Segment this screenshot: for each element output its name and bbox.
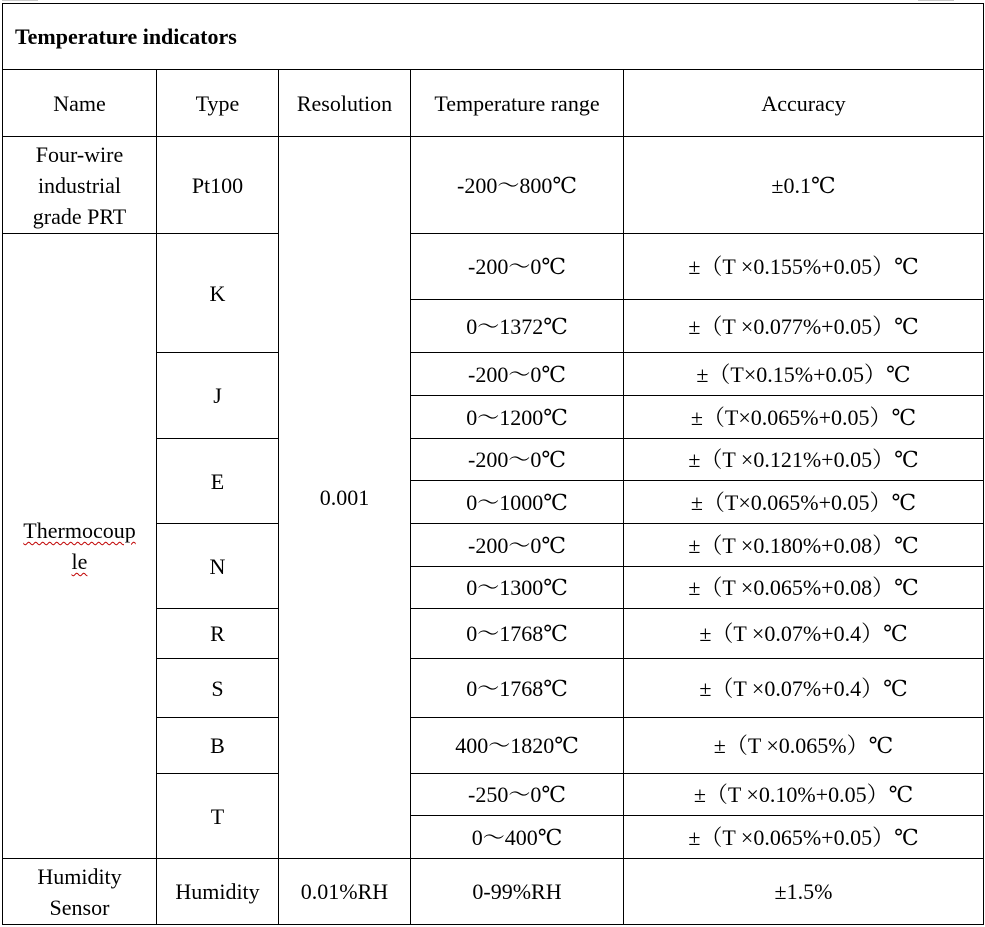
- thermocouple-accuracy: ±（T ×0.077%+0.05）℃: [624, 300, 984, 353]
- humidity-name-cell: [3, 859, 157, 925]
- thermocouple-range: 0～1200℃: [411, 396, 624, 439]
- thermocouple-range: 0～1300℃: [411, 567, 624, 609]
- humidity-accuracy: ±1.5%: [624, 859, 984, 925]
- title-row: [3, 4, 984, 70]
- thermocouple-accuracy: ±（T×0.065%+0.05）℃: [624, 396, 984, 439]
- thermocouple-accuracy: ±（T ×0.07%+0.4）℃: [624, 659, 984, 718]
- thermocouple-range: 0～1768℃: [411, 659, 624, 718]
- header-type: Type: [157, 70, 279, 137]
- thermocouple-range: -250～0℃: [411, 774, 624, 816]
- prt-name-line: grade PRT: [32, 203, 127, 229]
- thermocouple-accuracy: ±（T ×0.065%+0.05）℃: [624, 816, 984, 859]
- thermocouple-range: 400～1820℃: [411, 718, 624, 774]
- prt-name-line: industrial: [37, 172, 122, 198]
- humidity-name-line: Sensor: [49, 894, 110, 920]
- prt-accuracy: ±0.1℃: [624, 137, 984, 234]
- thermocouple-accuracy: ±（T×0.065%+0.05）℃: [624, 481, 984, 524]
- thermocouple-type: J: [157, 353, 279, 439]
- humidity-type: Humidity: [157, 859, 279, 925]
- thermocouple-type: K: [157, 234, 279, 353]
- prt-type: Pt100: [157, 137, 279, 234]
- thermocouple-accuracy: ±（T ×0.10%+0.05）℃: [624, 774, 984, 816]
- humidity-name-line: Humidity: [37, 863, 122, 889]
- thermocouple-range: -200～0℃: [411, 524, 624, 567]
- humidity-range: 0-99%RH: [411, 859, 624, 925]
- thermocouple-accuracy: ±（T ×0.121%+0.05）℃: [624, 439, 984, 481]
- header-name: Name: [3, 70, 157, 137]
- thermocouple-accuracy: ±（T ×0.155%+0.05）℃: [624, 234, 984, 300]
- header-accuracy: Accuracy: [624, 70, 984, 137]
- thermocouple-range: -200～0℃: [411, 234, 624, 300]
- humidity-row: [3, 859, 984, 925]
- thermocouple-range: -200～0℃: [411, 439, 624, 481]
- prt-range: -200～800℃: [411, 137, 624, 234]
- thermocouple-name-cell: [3, 234, 157, 859]
- temperature-indicators-table: [2, 3, 984, 925]
- thermocouple-name-line: le: [71, 549, 88, 574]
- thermocouple-range: 0～1000℃: [411, 481, 624, 524]
- thermocouple-range: 0～1372℃: [411, 300, 624, 353]
- header-resolution: Resolution: [279, 70, 411, 137]
- thermocouple-accuracy: ±（T ×0.065%）℃: [624, 718, 984, 774]
- thermocouple-range: 0～1768℃: [411, 609, 624, 659]
- thermocouple-type: E: [157, 439, 279, 524]
- thermocouple-type: B: [157, 718, 279, 774]
- thermocouple-resolution: 0.001: [279, 137, 411, 859]
- thermocouple-type: R: [157, 609, 279, 659]
- spec-table-container: [2, 3, 984, 925]
- thermocouple-row: [3, 234, 984, 300]
- thermocouple-accuracy: ±（T ×0.180%+0.08）℃: [624, 524, 984, 567]
- header-temperature-range: Temperature range: [411, 70, 624, 137]
- thermocouple-range: 0～400℃: [411, 816, 624, 859]
- thermocouple-range: -200～0℃: [411, 353, 624, 396]
- thermocouple-name-line: Thermocoup: [23, 518, 136, 543]
- thermocouple-accuracy: ±（T×0.15%+0.05）℃: [624, 353, 984, 396]
- thermocouple-type: N: [157, 524, 279, 609]
- thermocouple-accuracy: ±（T ×0.07%+0.4）℃: [624, 609, 984, 659]
- thermocouple-type: T: [157, 774, 279, 859]
- thermocouple-accuracy: ±（T ×0.065%+0.08）℃: [624, 567, 984, 609]
- prt-row: [3, 137, 984, 234]
- header-row: [3, 70, 984, 137]
- humidity-resolution: 0.01%RH: [279, 859, 411, 925]
- thermocouple-type: S: [157, 659, 279, 718]
- prt-name-cell: [3, 137, 157, 234]
- table-title: Temperature indicators: [3, 4, 984, 70]
- prt-name-line: Four-wire: [35, 141, 124, 167]
